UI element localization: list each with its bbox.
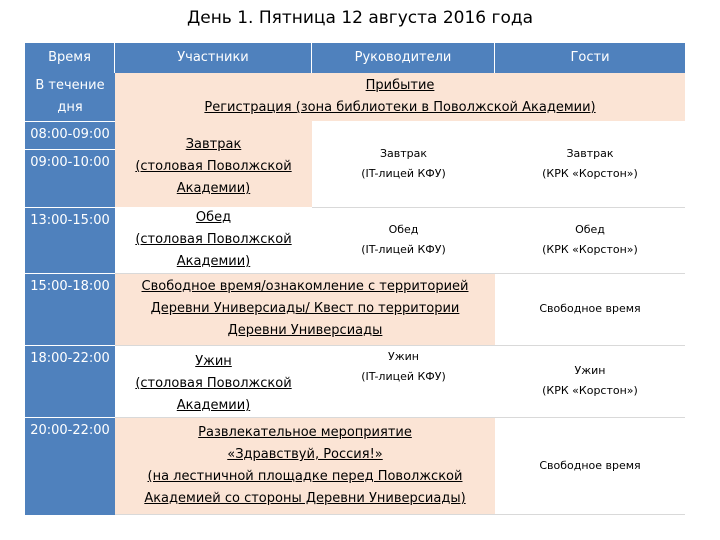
time-cell-0900 bbox=[25, 149, 115, 207]
dinner-leaders-line1: Ужин bbox=[388, 350, 419, 363]
header-participants: Участники bbox=[115, 43, 312, 73]
header-guests: Гости bbox=[495, 43, 685, 73]
event-line1: Развлекательное мероприятие bbox=[198, 425, 412, 440]
arrival-registration: Регистрация (зона библиотеки в Поволжской Академии) bbox=[204, 100, 596, 115]
breakfast-participants bbox=[115, 121, 312, 207]
lunch-participants-line1: Обед bbox=[195, 210, 232, 225]
dinner-participants bbox=[115, 345, 312, 417]
breakfast-guests-line1: Завтрак bbox=[566, 147, 614, 160]
row-divider bbox=[115, 345, 685, 346]
event-line3: (на лестничной площадке перед Поволжской bbox=[147, 469, 463, 484]
free-time-guests bbox=[495, 273, 685, 345]
breakfast-leaders-line2: (IT-лицей КФУ) bbox=[361, 167, 446, 180]
header-time: Время bbox=[25, 43, 115, 73]
arrival-cell bbox=[115, 73, 685, 121]
free-time-line1: Свободное время/ознакомление с территорией bbox=[141, 279, 469, 294]
time-cell-1300 bbox=[25, 207, 115, 273]
free-time-line3: Деревни Универсиады bbox=[227, 323, 383, 338]
dinner-guests bbox=[495, 345, 685, 417]
lunch-leaders bbox=[312, 207, 495, 273]
time-0900: 09:00-10:00 bbox=[30, 155, 110, 170]
dinner-guests-line2: (КРК «Корстон») bbox=[542, 384, 638, 397]
breakfast-participants-line2: (столовая Поволжской bbox=[135, 159, 292, 174]
event-participants bbox=[115, 417, 495, 515]
lunch-participants-line3: Академии) bbox=[176, 254, 251, 269]
lunch-participants bbox=[115, 207, 312, 273]
time-1500: 15:00-18:00 bbox=[30, 279, 110, 294]
breakfast-participants-line3: Академии) bbox=[176, 181, 251, 196]
time-cell-0800 bbox=[25, 121, 115, 149]
lunch-guests-line1: Обед bbox=[575, 223, 605, 236]
lunch-guests bbox=[495, 207, 685, 273]
time-cell-2000 bbox=[25, 417, 115, 515]
dinner-leaders-line2: (IT-лицей КФУ) bbox=[361, 370, 446, 383]
event-line2: «Здравствуй, Россия!» bbox=[227, 447, 383, 462]
arrival-title: Прибытие bbox=[365, 78, 435, 93]
lunch-leaders-line2: (IT-лицей КФУ) bbox=[361, 243, 446, 256]
page-title: День 1. Пятница 12 августа 2016 года bbox=[186, 8, 534, 28]
time-cell-day bbox=[25, 73, 115, 121]
lunch-guests-line2: (КРК «Корстон») bbox=[542, 243, 638, 256]
time-1800: 18:00-22:00 bbox=[30, 351, 110, 366]
dinner-guests-line1: Ужин bbox=[574, 364, 606, 377]
dinner-participants-line1: Ужин bbox=[195, 354, 232, 369]
time-0800: 08:00-09:00 bbox=[30, 127, 110, 142]
schedule-table bbox=[25, 43, 685, 515]
time-cell-1800 bbox=[25, 345, 115, 417]
time-day-line1: В течение bbox=[35, 78, 105, 93]
event-guests-text: Свободное время bbox=[539, 459, 641, 472]
dinner-participants-line2: (столовая Поволжской bbox=[135, 376, 292, 391]
time-day-line2: дня bbox=[57, 100, 83, 115]
table-bottom-line bbox=[115, 514, 685, 515]
time-2000: 20:00-22:00 bbox=[30, 423, 110, 438]
time-cell-1500 bbox=[25, 273, 115, 345]
free-time-participants bbox=[115, 273, 495, 345]
dinner-participants-line3: Академии) bbox=[176, 398, 251, 413]
dinner-leaders bbox=[312, 345, 495, 417]
breakfast-leaders-line1: Завтрак bbox=[379, 147, 428, 160]
free-time-guests-text: Свободное время bbox=[539, 302, 641, 315]
event-guests bbox=[495, 417, 685, 515]
row-divider bbox=[312, 207, 685, 208]
row-divider bbox=[115, 417, 685, 418]
lunch-leaders-line1: Обед bbox=[388, 223, 419, 236]
free-time-line2: Деревни Универсиады/ Квест по территории bbox=[150, 301, 460, 316]
breakfast-participants-line1: Завтрак bbox=[185, 137, 242, 152]
breakfast-leaders bbox=[312, 121, 495, 207]
lunch-participants-line2: (столовая Поволжской bbox=[135, 232, 292, 247]
event-line4: Академией со стороны Деревни Универсиады) bbox=[144, 491, 466, 506]
time-1300: 13:00-15:00 bbox=[30, 213, 110, 228]
breakfast-guests bbox=[495, 121, 685, 207]
header-leaders: Руководители bbox=[312, 43, 495, 73]
row-divider bbox=[115, 273, 685, 274]
breakfast-guests-line2: (КРК «Корстон») bbox=[542, 167, 638, 180]
